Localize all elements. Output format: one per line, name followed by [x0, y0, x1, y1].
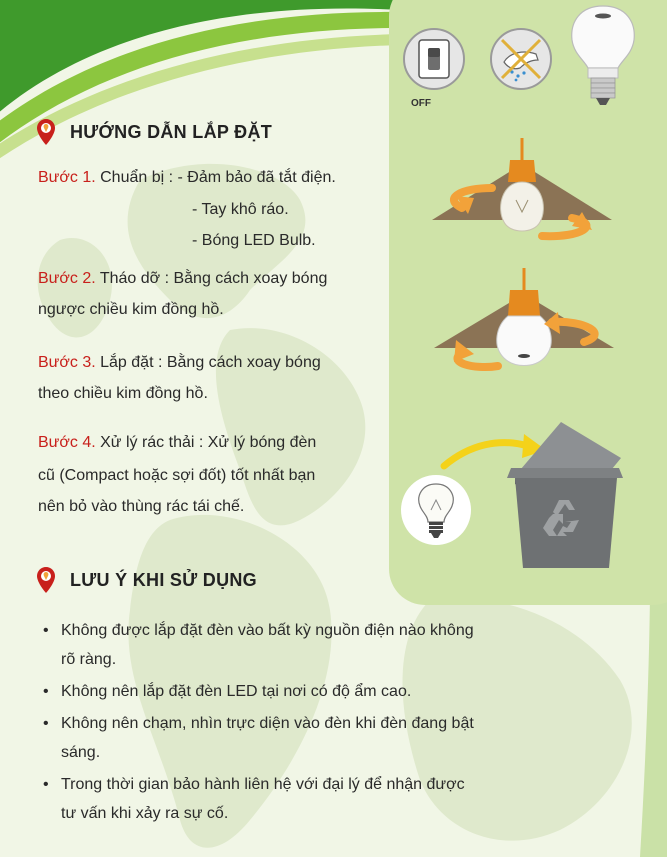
lampshade-removal-illustration — [432, 138, 612, 248]
light-switch-icon — [403, 28, 465, 90]
no-wet-hands-icon — [490, 28, 552, 90]
usage-notes-heading — [36, 566, 257, 594]
usage-notes-title: LƯU Ý KHI SỬ DỤNG — [70, 569, 257, 590]
step-2-line-1 — [38, 269, 327, 289]
lampshade-install-illustration — [434, 268, 614, 378]
step-4-line-3: nên bỏ vào thùng rác tái chế. — [38, 498, 245, 515]
step-4-line-2: cũ (Compact hoặc sợi đốt) tốt nhất bạn — [38, 467, 316, 484]
location-pin-icon — [36, 566, 56, 594]
step-3-label: Bước 3. — [38, 354, 96, 371]
incandescent-bulb-icon — [400, 474, 472, 546]
list-item: • Không được lắp đặt đèn vào bất kỳ nguồn điện nào không rõ ràng. — [43, 616, 483, 674]
usage-notes-list — [43, 616, 483, 831]
step-2-label: Bước 2. — [38, 270, 96, 287]
step-1-line-3: - Bóng LED Bulb. — [192, 232, 316, 249]
step-1-label: Bước 1. — [38, 169, 96, 186]
step-2-line-2: ngược chiều kim đồng hồ. — [38, 301, 224, 318]
step-4-text: Xử lý rác thải : Xử lý bóng đèn — [100, 434, 317, 451]
install-guide-heading — [36, 118, 272, 146]
list-item: • Không nên chạm, nhìn trực diện vào đèn khi đèn đang bật sáng. — [43, 709, 483, 767]
list-item: • Không nên lắp đặt đèn LED tại nơi có độ ẩm cao. — [43, 677, 483, 706]
list-item: • Trong thời gian bảo hành liên hệ với đại lý để nhận được tư vấn khi xảy ra sự cố. — [43, 770, 483, 828]
step-3-text: Lắp đặt : Bằng cách xoay bóng — [100, 354, 321, 371]
step-4-line-1 — [38, 433, 316, 453]
led-bulb-icon — [568, 2, 638, 108]
recycle-bin-icon — [505, 418, 625, 570]
step-3-line-2: theo chiều kim đồng hồ. — [38, 385, 208, 402]
switch-off-label: OFF — [411, 98, 431, 109]
step-4-label: Bước 4. — [38, 434, 96, 451]
location-pin-icon — [36, 118, 56, 146]
step-3-line-1 — [38, 353, 321, 373]
step-1-text: Chuẩn bị : - Đảm bảo đã tắt điện. — [100, 169, 336, 186]
step-2-text: Tháo dỡ : Bằng cách xoay bóng — [99, 270, 328, 287]
install-guide-title: HƯỚNG DẪN LẮP ĐẶT — [70, 121, 273, 142]
step-1-line-2: - Tay khô ráo. — [192, 201, 289, 218]
step-1-line-1 — [38, 168, 336, 188]
